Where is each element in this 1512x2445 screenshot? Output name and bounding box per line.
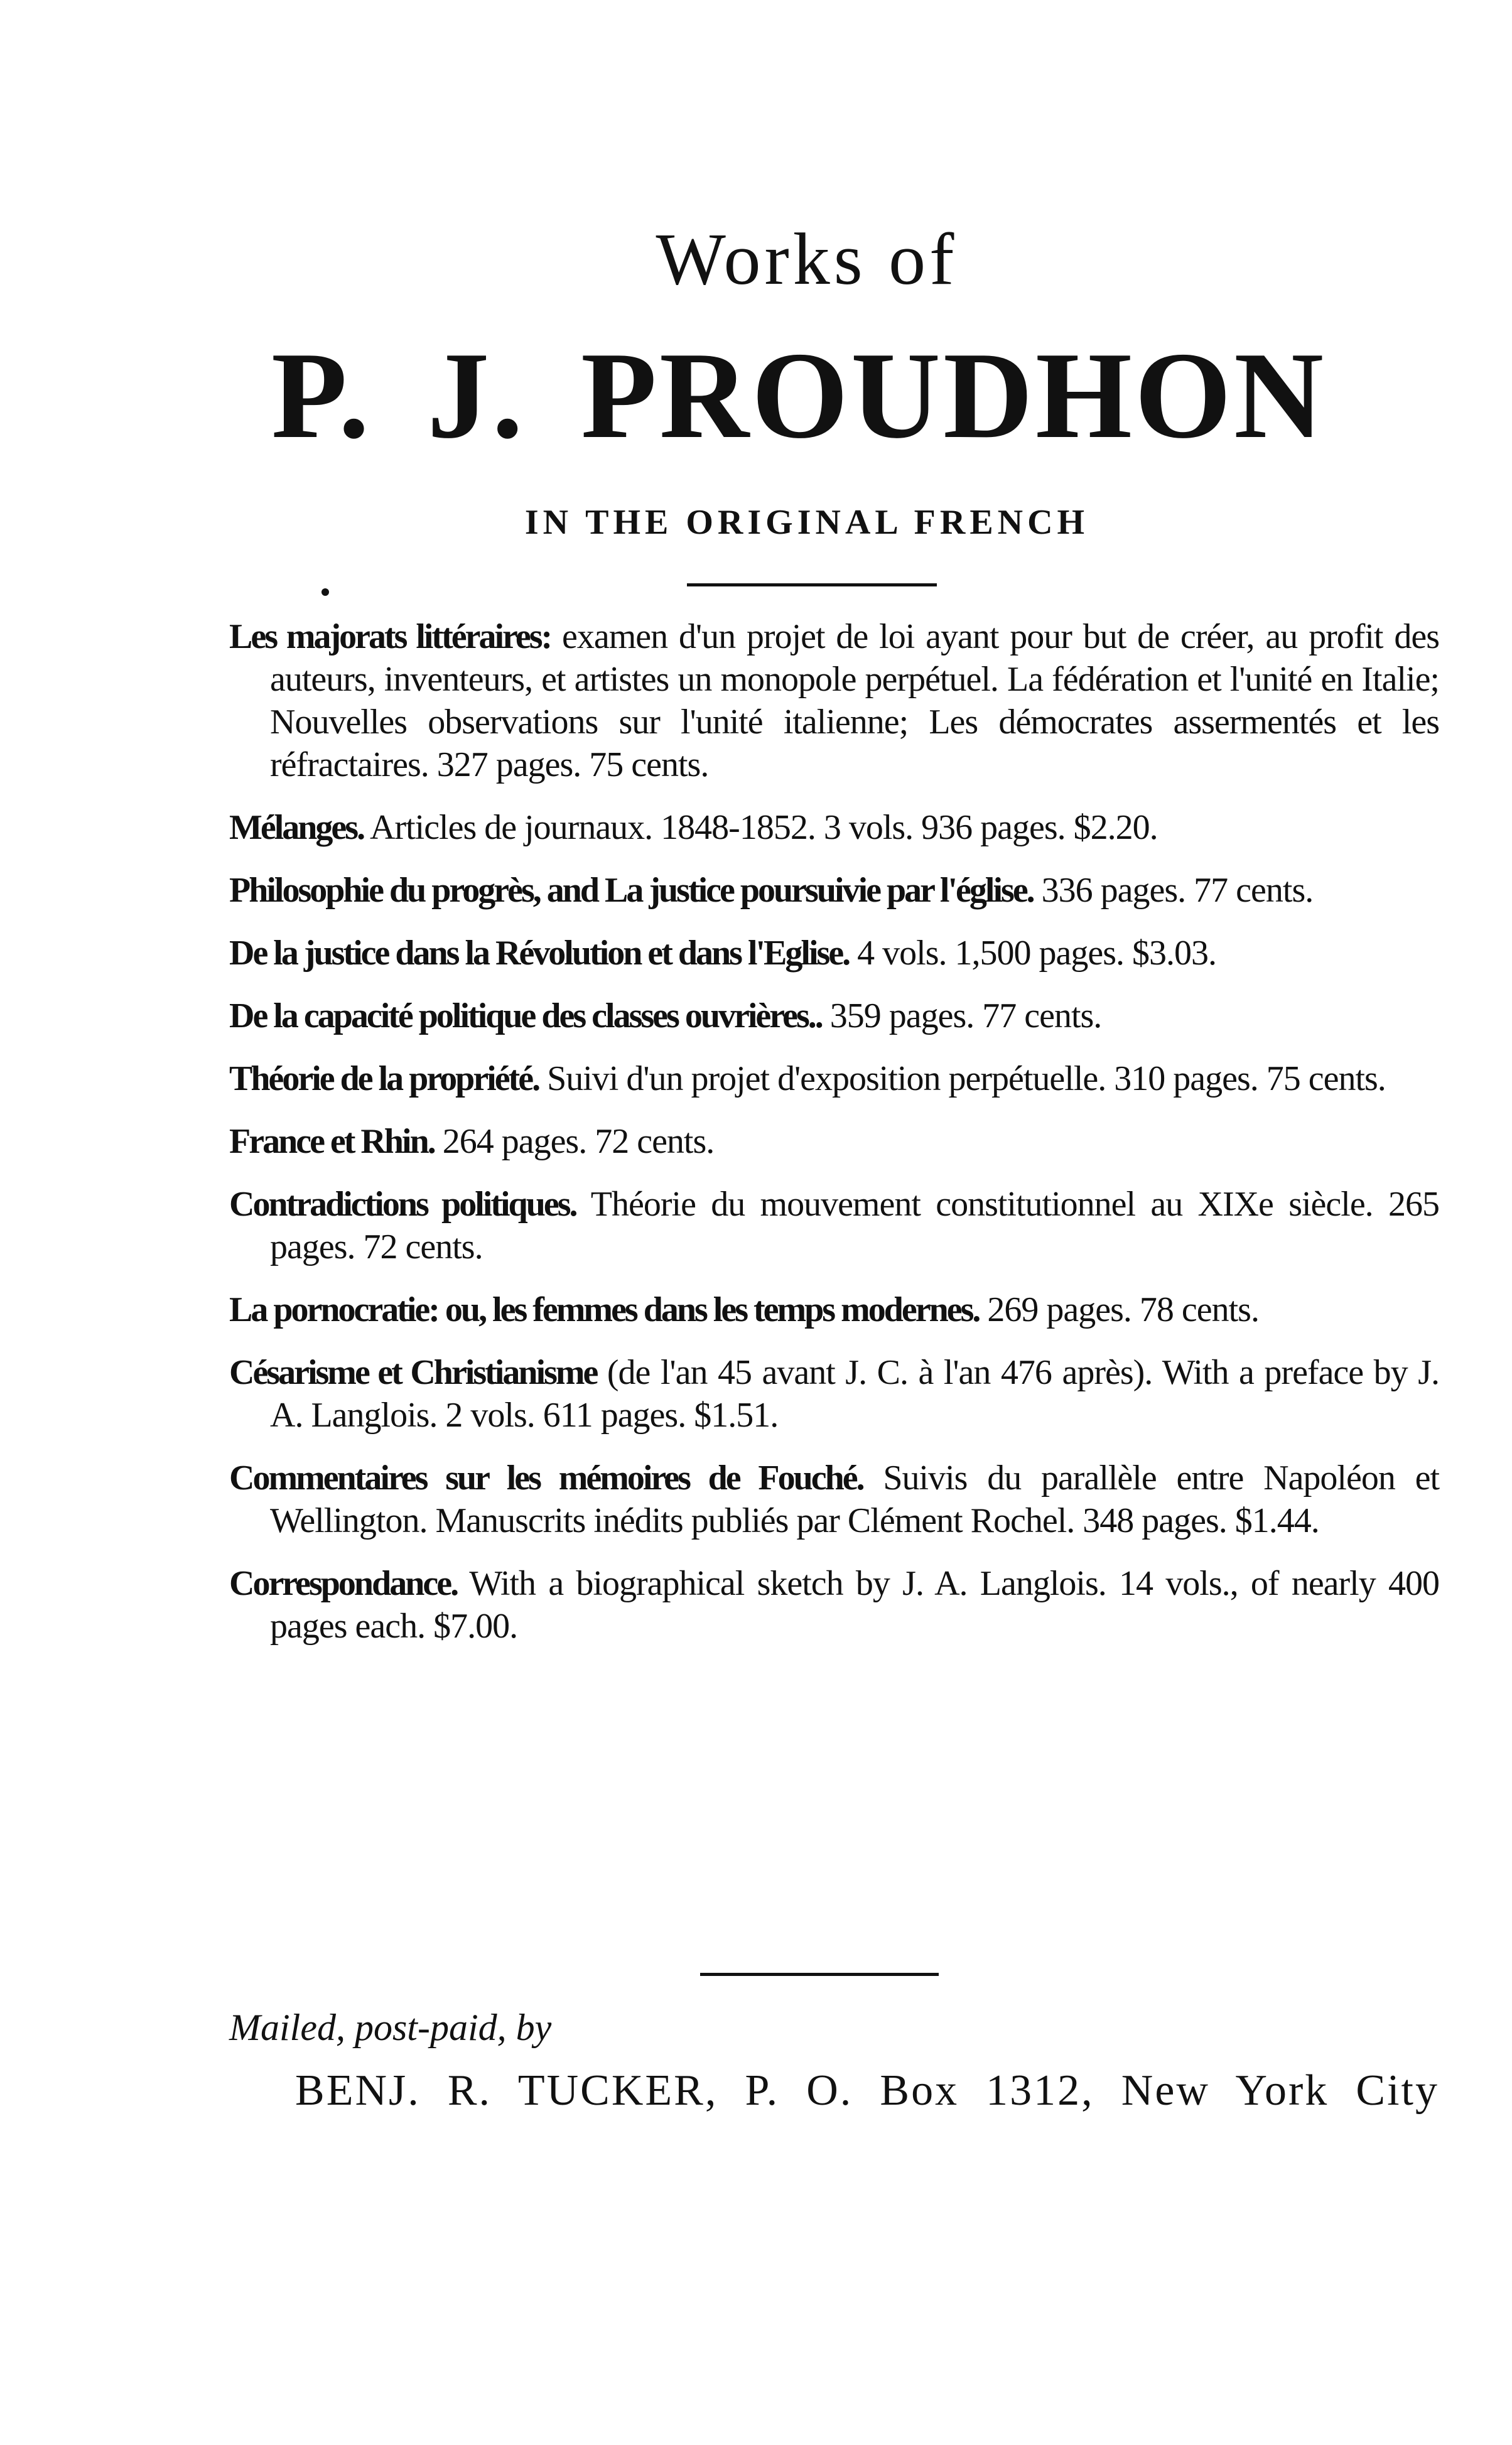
book-details: 4 vols. 1,500 pages. $3.03. <box>857 934 1217 973</box>
book-title: La pornocratie: ou, les femmes dans les temps modernes. <box>229 1290 980 1329</box>
book-entry <box>229 869 1439 912</box>
book-entry <box>229 1562 1439 1648</box>
book-title: Contradictions politiques. <box>229 1185 576 1224</box>
book-title: De la capacité politique des classes ouvrières.. <box>229 996 822 1035</box>
book-title: France et Rhin. <box>229 1122 435 1161</box>
book-title: Commentaires sur les mémoires de Fouché. <box>229 1459 863 1498</box>
book-entry <box>229 806 1439 849</box>
book-details: 264 pages. 72 cents. <box>442 1122 715 1161</box>
book-list <box>229 615 1439 1668</box>
ornament-dot <box>321 588 329 596</box>
author-title: P. J. PROUDHON <box>271 327 1326 464</box>
subtitle: IN THE ORIGINAL FRENCH <box>524 503 1089 542</box>
book-title: Correspondance. <box>229 1564 458 1603</box>
book-entry <box>229 1288 1439 1331</box>
book-entry <box>229 1120 1439 1163</box>
divider-rule <box>687 583 937 586</box>
publisher-address: BENJ. R. TUCKER, P. O. Box 1312, New York City <box>295 2066 1439 2115</box>
book-details: With a biographical sketch by J. A. Langlois. 14 vols., of nearly 400 pages each. $7.00. <box>270 1564 1439 1646</box>
book-entry <box>229 932 1439 974</box>
divider-rule <box>700 1973 939 1976</box>
book-title: Théorie de la propriété. <box>229 1059 539 1098</box>
works-of-heading: Works of <box>656 218 958 300</box>
book-entry <box>229 1351 1439 1437</box>
book-entry <box>229 615 1439 786</box>
book-details: Théorie du mouvement constitutionnel au XIXe siècle. 265 pages. 72 cents. <box>270 1185 1439 1266</box>
book-details: 269 pages. 78 cents. <box>987 1290 1259 1329</box>
book-entry <box>229 1457 1439 1542</box>
book-title: Philosophie du progrès, and La justice poursuivie par l'église. <box>229 871 1034 910</box>
book-details: examen d'un projet de loi ayant pour but de créer, au profit des auteurs, inventeurs, et artistes un monopole perpétuel. La fédération et l'unité en Italie; Nouvelles observations sur l'unité italienne; Les démocrates assermentés et les réfractaires. 327 pages. 75 cents. <box>270 617 1439 784</box>
book-title: Césarisme et Christianisme <box>229 1353 597 1392</box>
book-details: 336 pages. 77 cents. <box>1041 871 1314 910</box>
book-details: Articles de journaux. 1848-1852. 3 vols. 936 pages. $2.20. <box>369 808 1158 847</box>
book-entry <box>229 995 1439 1037</box>
book-title: Les majorats littéraires: <box>229 617 551 656</box>
book-title: Mélanges. <box>229 808 364 847</box>
book-title: De la justice dans la Révolution et dans l'Eglise. <box>229 934 850 973</box>
book-entry <box>229 1057 1439 1100</box>
book-details: Suivis du parallèle entre Napoléon et Wellington. Manuscrits inédits publiés par Clément Rochel. 348 pages. $1.44. <box>270 1459 1440 1540</box>
book-entry <box>229 1183 1439 1268</box>
book-details: Suivi d'un projet d'exposition perpétuelle. 310 pages. 75 cents. <box>547 1059 1386 1098</box>
mailed-note: Mailed, post-paid, by <box>229 2007 552 2048</box>
book-details: 359 pages. 77 cents. <box>829 996 1102 1035</box>
book-details: (de l'an 45 avant J. C. à l'an 476 après). With a preface by J. A. Langlois. 2 vols. 611 pages. $1.51. <box>270 1353 1439 1435</box>
